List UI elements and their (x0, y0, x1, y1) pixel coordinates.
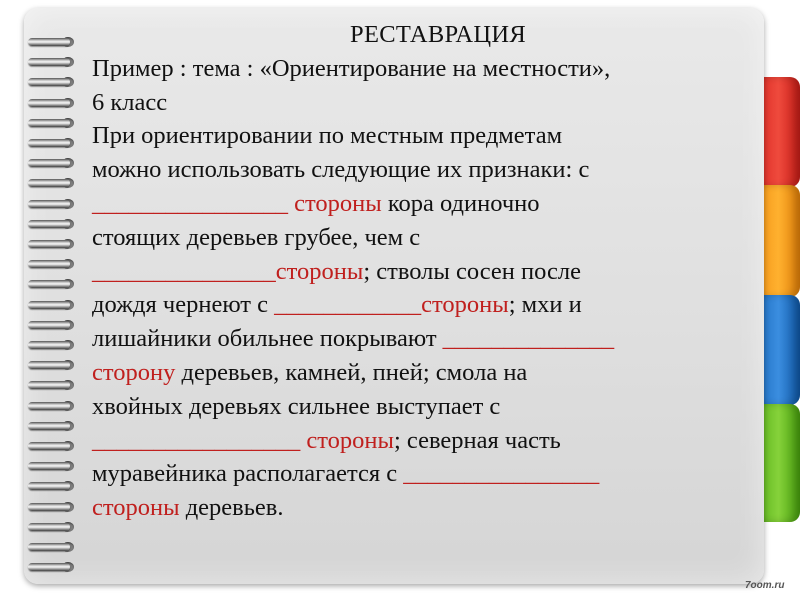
spiral-ring (28, 97, 78, 109)
spiral-ring (28, 521, 78, 533)
spiral-ring (28, 137, 78, 149)
body-text: стоящих деревьев грубее, чем с (92, 223, 421, 251)
body-text: 6 класс (92, 88, 168, 116)
body-text: ; северная часть (393, 426, 561, 454)
spiral-binding-icon (24, 36, 84, 586)
body-text: деревьев, камней, пней; смола на (175, 358, 528, 386)
spiral-ring (28, 56, 78, 68)
body-text: Пример : тема : «Ориентирование на местности», (92, 54, 611, 82)
answer-blank-text: стороны (294, 189, 382, 217)
answer-blank-text: _________________ (92, 426, 307, 454)
body-text: дождя чернеют с (92, 291, 275, 319)
text-line (92, 356, 764, 390)
body-text: лишайники обильнее покрывают (92, 325, 443, 353)
text-line (92, 86, 764, 120)
spiral-ring (28, 460, 78, 472)
text-line (92, 390, 764, 424)
text-line (92, 255, 764, 289)
spiral-ring (28, 319, 78, 331)
text-line (92, 288, 764, 322)
spiral-ring (28, 198, 78, 210)
spiral-ring (28, 177, 78, 189)
answer-blank-text: ________________ (403, 460, 600, 488)
body-text: муравейника располагается с (92, 460, 404, 488)
slide-content (92, 18, 764, 525)
spiral-ring (28, 258, 78, 270)
answer-blank-text: сторону (92, 358, 176, 386)
spiral-ring (28, 36, 78, 48)
text-line (92, 322, 764, 356)
spiral-ring (28, 299, 78, 311)
text-line (92, 119, 764, 153)
slide-title: РЕСТАВРАЦИЯ (350, 21, 526, 48)
answer-blank-text: ________________ (92, 189, 295, 217)
answer-blank-text: ______________ (442, 325, 615, 353)
spiral-ring (28, 440, 78, 452)
spiral-ring (28, 480, 78, 492)
text-line (92, 424, 764, 458)
slide-text (92, 52, 764, 525)
spiral-ring (28, 379, 78, 391)
body-text: кора одиночно (381, 189, 540, 217)
spiral-ring (28, 359, 78, 371)
body-text: хвойных деревьях сильнее выступает с (92, 392, 501, 420)
spiral-ring (28, 561, 78, 573)
spiral-ring (28, 117, 78, 129)
answer-blank-text: ____________ (274, 291, 422, 319)
spiral-ring (28, 218, 78, 230)
text-line (92, 52, 764, 86)
text-line (92, 153, 764, 187)
text-line (92, 221, 764, 255)
body-text: При ориентировании по местным предметам (92, 122, 563, 150)
answer-blank-text: стороны (92, 494, 180, 522)
spiral-ring (28, 278, 78, 290)
text-line (92, 457, 764, 491)
spiral-ring (28, 501, 78, 513)
spiral-ring (28, 541, 78, 553)
spiral-ring (28, 400, 78, 412)
spiral-ring (28, 157, 78, 169)
text-line (92, 187, 764, 221)
body-text: ; мхи и (508, 291, 582, 319)
text-line (92, 491, 764, 525)
spiral-ring (28, 420, 78, 432)
answer-blank-text: _______________ (92, 257, 276, 285)
watermark-logo: 7oom.ru (745, 580, 785, 591)
body-text: ; стволы сосен после (363, 257, 581, 285)
spiral-ring (28, 238, 78, 250)
spiral-ring (28, 76, 78, 88)
spiral-ring (28, 339, 78, 351)
body-text: деревьев. (179, 494, 284, 522)
body-text: можно использовать следующие их признаки: с (92, 156, 590, 184)
answer-blank-text: стороны (306, 426, 394, 454)
answer-blank-text: стороны (421, 291, 509, 319)
answer-blank-text: стороны (275, 257, 364, 285)
